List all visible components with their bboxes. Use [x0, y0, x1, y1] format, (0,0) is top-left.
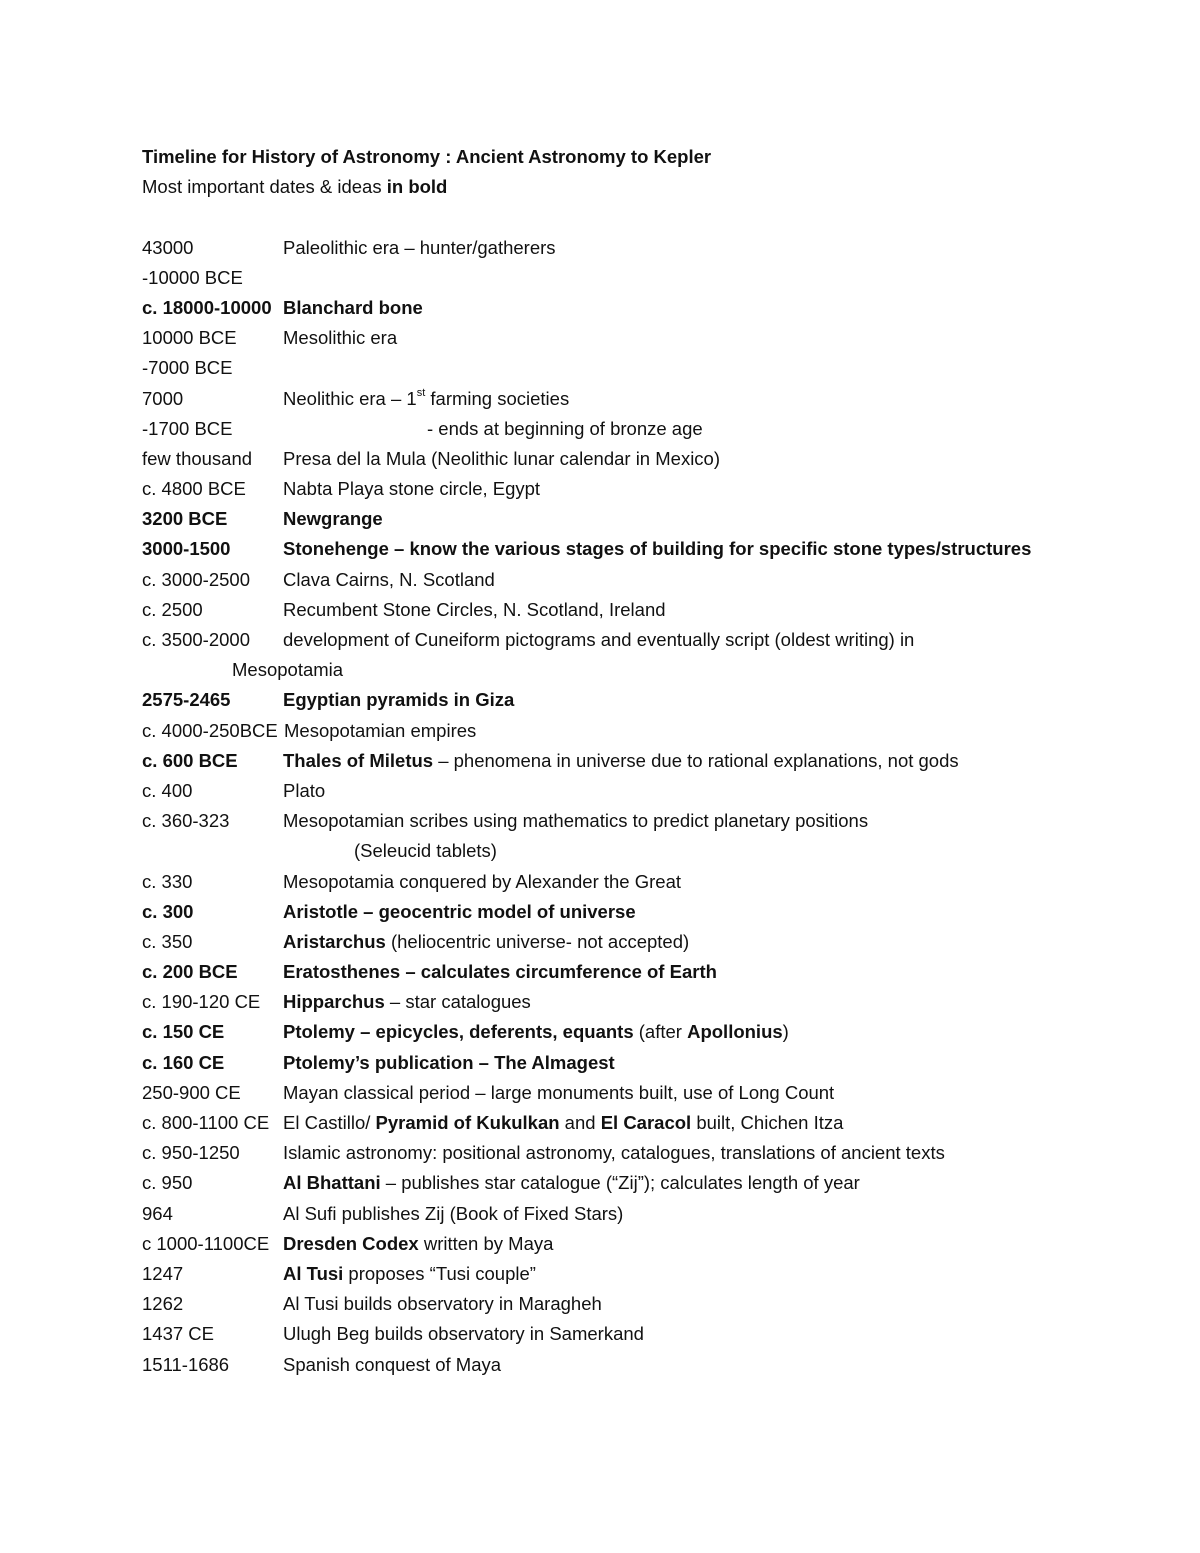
- entry-text-segment: Plato: [283, 779, 326, 801]
- timeline-entry: [142, 384, 1082, 414]
- entry-text-segment: Mesopotamia conquered by Alexander the Great: [283, 870, 681, 892]
- timeline-entry: [142, 957, 1082, 987]
- entry-date: c. 400: [142, 779, 193, 801]
- timeline-entry: [142, 746, 1082, 776]
- entry-text-segment: Dresden Codex: [283, 1232, 419, 1254]
- entry-date: 3000-1500: [142, 538, 231, 560]
- entry-text-segment: Neolithic era – 1: [283, 387, 417, 409]
- entry-text-segment: El Castillo/: [283, 1112, 376, 1133]
- entry-description: [283, 987, 531, 1017]
- entry-text-segment: Eratosthenes – calculates circumference of Earth: [283, 961, 717, 983]
- entry-description: [283, 474, 540, 504]
- entry-text-segment: Presa del la Mula (Neolithic lunar calendar in Mexico): [283, 447, 720, 469]
- entry-description: [283, 1199, 623, 1229]
- entry-date: 7000: [142, 387, 184, 409]
- entry-date: c. 190-120 CE: [142, 991, 261, 1013]
- entry-description: [284, 716, 476, 746]
- entry-description: [283, 1017, 789, 1047]
- entry-date: 43000: [142, 236, 194, 258]
- entry-text-segment: Mayan classical period – large monuments built, use of Long Count: [283, 1081, 835, 1103]
- entry-date: c. 3500-2000: [142, 629, 251, 650]
- timeline-entry: [142, 1259, 1082, 1289]
- entry-text-segment: – publishes star catalogue (“Zij”); calculates length of year: [380, 1172, 860, 1194]
- entry-description: [283, 1289, 602, 1319]
- entry-text-segment: Mesolithic era: [283, 327, 398, 349]
- entry-description: [283, 565, 495, 595]
- entry-description: [283, 1108, 843, 1138]
- entry-date: c. 950-1250: [142, 1142, 240, 1164]
- entry-date: -10000 BCE: [142, 266, 243, 288]
- timeline-entry: [142, 625, 1082, 655]
- entry-text-segment: Al Bhattani: [283, 1172, 381, 1194]
- timeline-entry: [142, 1138, 1082, 1168]
- blank-line: [142, 202, 1082, 232]
- entry-text-segment: proposes “Tusi couple”: [343, 1262, 536, 1284]
- entry-text-segment: st: [416, 387, 426, 400]
- entry-description: [283, 897, 636, 927]
- timeline-entry: [142, 353, 1082, 383]
- timeline-entry: [142, 293, 1082, 323]
- timeline-entry: [142, 927, 1082, 957]
- entry-description: [283, 1048, 615, 1078]
- entry-date: few thousand: [142, 447, 253, 469]
- entry-text-segment: Ptolemy’s publication – The Almagest: [283, 1051, 615, 1073]
- timeline-entry: [142, 1229, 1082, 1259]
- entry-date: 1247: [142, 1262, 184, 1284]
- entry-date: 1437 CE: [142, 1323, 214, 1345]
- entry-text-segment: (after: [633, 1021, 688, 1043]
- timeline-entry: [142, 776, 1082, 806]
- entry-date: c. 18000-10000: [142, 296, 272, 318]
- entry-description: [283, 595, 666, 625]
- entry-text-segment: Ptolemy – epicycles, deferents, equants: [283, 1021, 634, 1043]
- entry-description: [283, 293, 423, 323]
- entry-text-segment: (Seleucid tablets): [354, 840, 497, 862]
- entry-description: [427, 414, 703, 444]
- timeline-entry: [142, 867, 1082, 897]
- entry-text-segment: Apollonius: [687, 1021, 783, 1043]
- entry-date: 3200 BCE: [142, 508, 228, 530]
- timeline-entry: [142, 836, 1082, 866]
- entry-text-segment: development of Cuneiform pictograms and eventually script (oldest writing) in: [283, 629, 915, 650]
- entry-text-segment: and: [559, 1112, 601, 1133]
- timeline-entry: [142, 655, 1082, 685]
- entry-date: c. 200 BCE: [142, 961, 238, 983]
- entry-date: 964: [142, 1202, 173, 1224]
- timeline-entry: [142, 1168, 1082, 1198]
- entry-text-segment: (heliocentric universe- not accepted): [385, 930, 690, 952]
- timeline-entry: [142, 233, 1082, 263]
- entry-description: [283, 1319, 644, 1349]
- timeline-entry: [142, 1199, 1082, 1229]
- entry-text-segment: El Caracol: [600, 1112, 692, 1133]
- entry-text-segment: Al Tusi: [283, 1262, 344, 1284]
- entry-description: [283, 685, 514, 715]
- timeline-entry: [142, 414, 1082, 444]
- entry-text-segment: Stonehenge – know the various stages of building for specific stone types/structures: [283, 538, 1032, 560]
- timeline-entry: [142, 474, 1082, 504]
- entry-date: c. 150 CE: [142, 1021, 225, 1043]
- entry-description: [283, 504, 383, 534]
- entry-date: 1511-1686: [142, 1353, 230, 1375]
- entry-text-segment: - ends at beginning of bronze age: [427, 417, 703, 439]
- entry-text-segment: Ulugh Beg builds observatory in Samerkand: [283, 1323, 644, 1345]
- entry-date: c. 350: [142, 930, 193, 952]
- entry-date: 10000 BCE: [142, 327, 237, 349]
- entry-date: c. 160 CE: [142, 1051, 225, 1073]
- entry-text-segment: Al Sufi publishes Zij (Book of Fixed Stars): [283, 1202, 624, 1224]
- document-page: [142, 142, 1082, 1380]
- timeline-entry: [142, 504, 1082, 534]
- entry-date: c 1000-1100CE: [142, 1232, 270, 1254]
- timeline-entry: [142, 716, 1082, 746]
- timeline-entry: [142, 1108, 1082, 1138]
- entry-description: [283, 957, 717, 987]
- entry-text-segment: Mesopotamian scribes using mathematics to predict planetary positions: [283, 810, 869, 832]
- timeline-entry: [142, 987, 1082, 1017]
- entry-text-segment: Paleolithic era – hunter/gatherers: [283, 236, 556, 258]
- entry-text-segment: Mesopotamia: [232, 659, 344, 681]
- entry-description: [283, 806, 868, 836]
- entry-text-segment: Islamic astronomy: positional astronomy, catalogues, translations of ancient texts: [283, 1142, 945, 1164]
- entry-description: [283, 323, 397, 353]
- entry-text-segment: Aristarchus: [283, 930, 386, 952]
- timeline-entry: [142, 806, 1082, 836]
- entry-date: c. 4800 BCE: [142, 478, 246, 500]
- entry-description: [283, 534, 1031, 564]
- entry-date: c. 3000-2500: [142, 568, 251, 590]
- timeline-entry: [142, 1319, 1082, 1349]
- entry-description: [283, 776, 325, 806]
- entry-date: c. 330: [142, 870, 193, 892]
- entry-description: [283, 1138, 945, 1168]
- timeline-entry: [142, 1289, 1082, 1319]
- entry-description: [283, 1259, 536, 1289]
- entry-text-segment: ): [782, 1021, 789, 1043]
- entry-text-segment: – phenomena in universe due to rational explanations, not gods: [433, 749, 959, 771]
- entry-date: c. 300: [142, 900, 194, 922]
- entry-description: [283, 1350, 501, 1380]
- entry-text-segment: Al Tusi builds observatory in Maragheh: [283, 1293, 602, 1315]
- timeline-entry: [142, 595, 1082, 625]
- entry-text-segment: Thales of Miletus: [283, 749, 434, 771]
- timeline-entry: [142, 444, 1082, 474]
- entry-date: -7000 BCE: [142, 357, 233, 379]
- entry-text-segment: Recumbent Stone Circles, N. Scotland, Ireland: [283, 598, 666, 620]
- entry-text-segment: written by Maya: [418, 1232, 554, 1254]
- entry-text-segment: Pyramid of Kukulkan: [375, 1112, 560, 1133]
- entry-text-segment: farming societies: [425, 387, 570, 409]
- timeline-entry: [142, 1078, 1082, 1108]
- entry-description: [283, 1168, 860, 1198]
- timeline-entry: [142, 323, 1082, 353]
- timeline-entry: [142, 565, 1082, 595]
- entry-text-segment: Nabta Playa stone circle, Egypt: [283, 478, 541, 500]
- entry-date: c. 800-1100 CE: [142, 1112, 270, 1133]
- entry-date: c. 950: [142, 1172, 193, 1194]
- entry-text-segment: built, Chichen Itza: [691, 1112, 844, 1133]
- timeline-entry: [142, 685, 1082, 715]
- entry-date: c. 600 BCE: [142, 749, 238, 771]
- entry-text-segment: Hipparchus: [283, 991, 385, 1013]
- timeline-entry: [142, 263, 1082, 293]
- entry-date: 2575-2465: [142, 689, 231, 711]
- entry-description: [283, 867, 681, 897]
- entry-description: [283, 384, 569, 414]
- entry-description: [283, 746, 959, 776]
- entry-description: [283, 233, 556, 263]
- subtitle-text: Most important dates & ideas: [142, 176, 387, 198]
- entry-text-segment: Blanchard bone: [283, 296, 423, 318]
- timeline-list: [142, 233, 1082, 1380]
- entry-date: c. 4000-250BCE: [142, 719, 278, 741]
- entry-description: [283, 1229, 553, 1259]
- entry-date: c. 360-323: [142, 810, 230, 832]
- entry-date: 1262: [142, 1293, 184, 1315]
- entry-text-segment: Mesopotamian empires: [284, 719, 477, 741]
- entry-description: [283, 927, 689, 957]
- timeline-entry: [142, 1350, 1082, 1380]
- entry-description: [283, 625, 914, 655]
- entry-description: [232, 655, 343, 685]
- entry-date: -1700 BCE: [142, 417, 233, 439]
- subtitle-bold-text: in bold: [386, 176, 448, 198]
- page-title: Timeline for History of Astronomy : Ancient Astronomy to Kepler: [142, 146, 712, 167]
- timeline-entry: [142, 1048, 1082, 1078]
- timeline-entry: [142, 534, 1082, 564]
- entry-text-segment: Egyptian pyramids in Giza: [283, 689, 515, 711]
- entry-date: 250-900 CE: [142, 1081, 241, 1103]
- entry-text-segment: Newgrange: [283, 508, 383, 530]
- entry-text-segment: – star catalogues: [384, 991, 531, 1013]
- entry-text-segment: Spanish conquest of Maya: [283, 1353, 502, 1375]
- entry-date: c. 2500: [142, 598, 203, 620]
- entry-description: [283, 1078, 834, 1108]
- entry-text-segment: Clava Cairns, N. Scotland: [283, 568, 495, 590]
- page-subtitle: [142, 172, 1082, 202]
- entry-description: [283, 444, 720, 474]
- entry-text-segment: Aristotle – geocentric model of universe: [283, 900, 636, 922]
- timeline-entry: [142, 1017, 1082, 1047]
- timeline-entry: [142, 897, 1082, 927]
- entry-description: [354, 836, 497, 866]
